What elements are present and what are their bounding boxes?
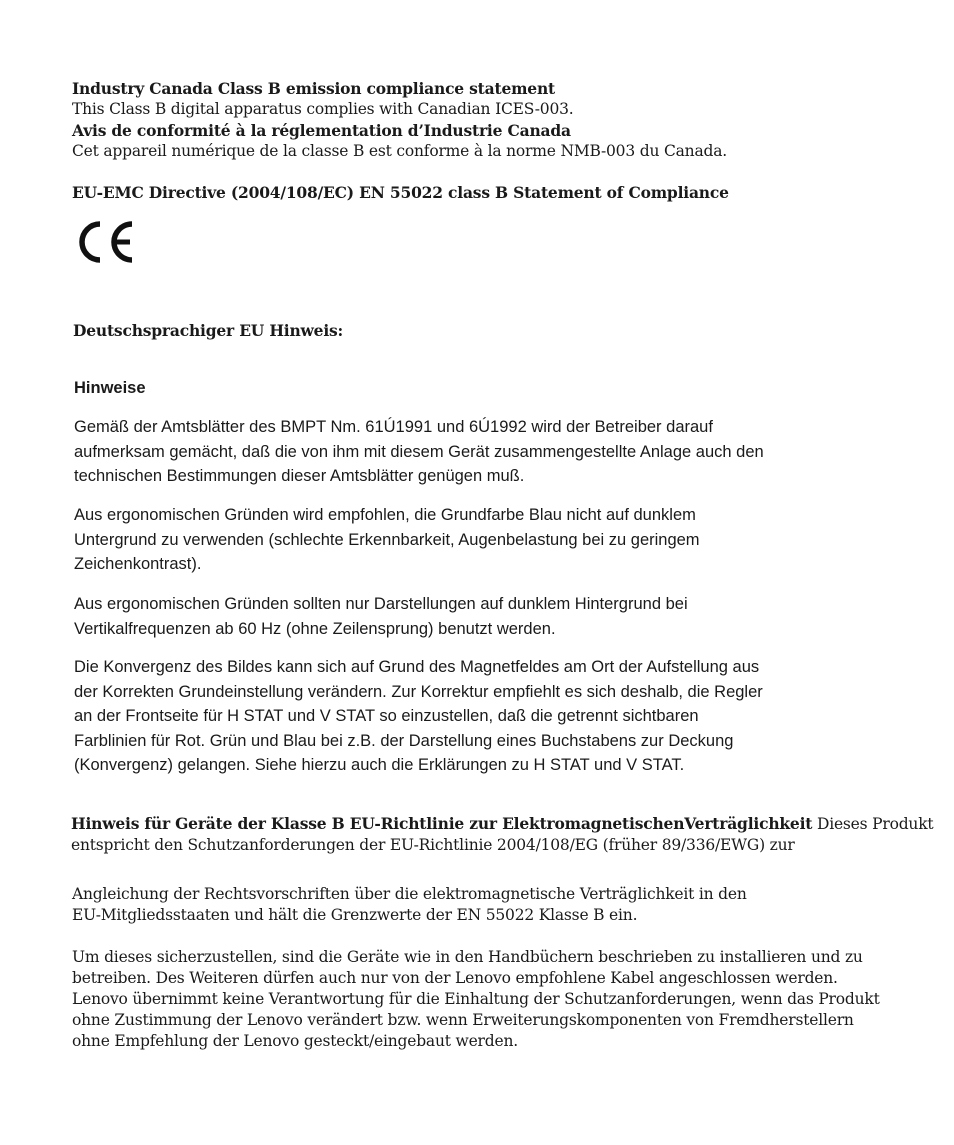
paragraph-line: Um dieses sicherzustellen, sind die Geräte wie in den Handbüchern beschrieben zu installieren und zu [72,948,863,966]
ce-mark-icon [76,220,136,264]
paragraph-line: technischen Bestimmungen dieser Amtsblätter genügen muß. [74,467,525,485]
paragraph-line: Farblinien für Rot. Grün und Blau bei z.B. der Darstellung eines Buchstabens zur Deckung [74,731,734,750]
paragraph-line: Angleichung der Rechtsvorschriften über die elektromagnetische Verträglichkeit in den [72,885,747,903]
canada-text-fr: Cet appareil numérique de la classe B est conforme à la norme NMB-003 du Canada. [72,142,727,160]
paragraph-line: betreiben. Des Weiteren dürfen auch nur von der Lenovo empfohlene Kabel angeschlossen werden. [72,969,838,987]
paragraph-line: Die Konvergenz des Bildes kann sich auf Grund des Magnetfeldes am Ort der Aufstellung aus [74,658,760,676]
hinweise-title: Hinweise [74,379,146,397]
hinweise-paragraph [74,655,763,778]
canada-section [72,78,727,162]
paragraph-line: (Konvergenz) gelangen. Siehe hierzu auch die Erklärungen zu H STAT und V STAT. [74,756,685,774]
paragraph-line: Untergrund zu verwenden (schlechte Erkennbarkeit, Augenbelastung bei zu geringem [74,530,700,549]
paragraph-line: aufmerksam gemächt, daß die von ihm mit diesem Gerät zusammengestellte Anlage auch den [74,442,764,461]
class-b-line1-rest: Dieses Produkt [812,815,934,833]
paragraph-line: ohne Empfehlung der Lenovo gesteckt/eingebaut werden. [72,1032,518,1050]
class-b-paragraph-3 [72,947,880,1052]
hinweise-paragraph [74,503,700,577]
class-b-line2: entspricht den Schutzanforderungen der EU-Richtlinie 2004/108/EG (früher 89/336/EWG) zur [71,836,795,854]
paragraph-line: Vertikalfrequenzen ab 60 Hz (ohne Zeilensprung) benutzt werden. [74,619,556,638]
paragraph-line: der Korrekten Grundeinstellung verändern. Zur Korrektur empfiehlt es sich deshalb, die Regler [74,682,763,701]
hinweise-paragraph [74,592,688,641]
class-b-heading: Hinweis für Geräte der Klasse B EU-Richtlinie zur ElektromagnetischenVerträglichkeit [71,814,813,833]
paragraph-line: Aus ergonomischen Gründen sollten nur Darstellungen auf dunklem Hintergrund bei [74,595,688,613]
eu-emc-heading: EU-EMC Directive (2004/108/EC) EN 55022 class B Statement of Compliance [72,183,729,202]
canada-text-en: This Class B digital apparatus complies with Canadian ICES-003. [72,100,574,118]
paragraph-line: Zeichenkontrast). [74,555,202,573]
paragraph-line: an der Frontseite für H STAT und V STAT so einzustellen, daß die getrennt sichtbaren [74,707,699,725]
hinweise-paragraph [74,415,764,489]
paragraph-line: EU-Mitgliedsstaaten und hält die Grenzwerte der EN 55022 Klasse B ein. [72,906,638,924]
german-heading: Deutschsprachiger EU Hinweis: [73,321,344,340]
class-b-section [71,813,933,856]
paragraph-line: Lenovo übernimmt keine Verantwortung für die Einhaltung der Schutzanforderungen, wenn das Produkt [72,990,880,1008]
class-b-first-line [71,813,933,835]
paragraph-line: ohne Zustimmung der Lenovo verändert bzw. wenn Erweiterungskomponenten von Fremdherstellern [72,1011,854,1029]
canada-heading-en: Industry Canada Class B emission compliance statement [72,79,556,98]
canada-heading-fr: Avis de conformité à la réglementation d’Industrie Canada [72,121,571,140]
paragraph-line: Aus ergonomischen Gründen wird empfohlen, die Grundfarbe Blau nicht auf dunklem [74,506,696,524]
class-b-paragraph-2 [72,884,747,926]
paragraph-line: Gemäß der Amtsblätter des BMPT Nm. 61Ú1991 und 6Ú1992 wird der Betreiber darauf [74,418,713,436]
